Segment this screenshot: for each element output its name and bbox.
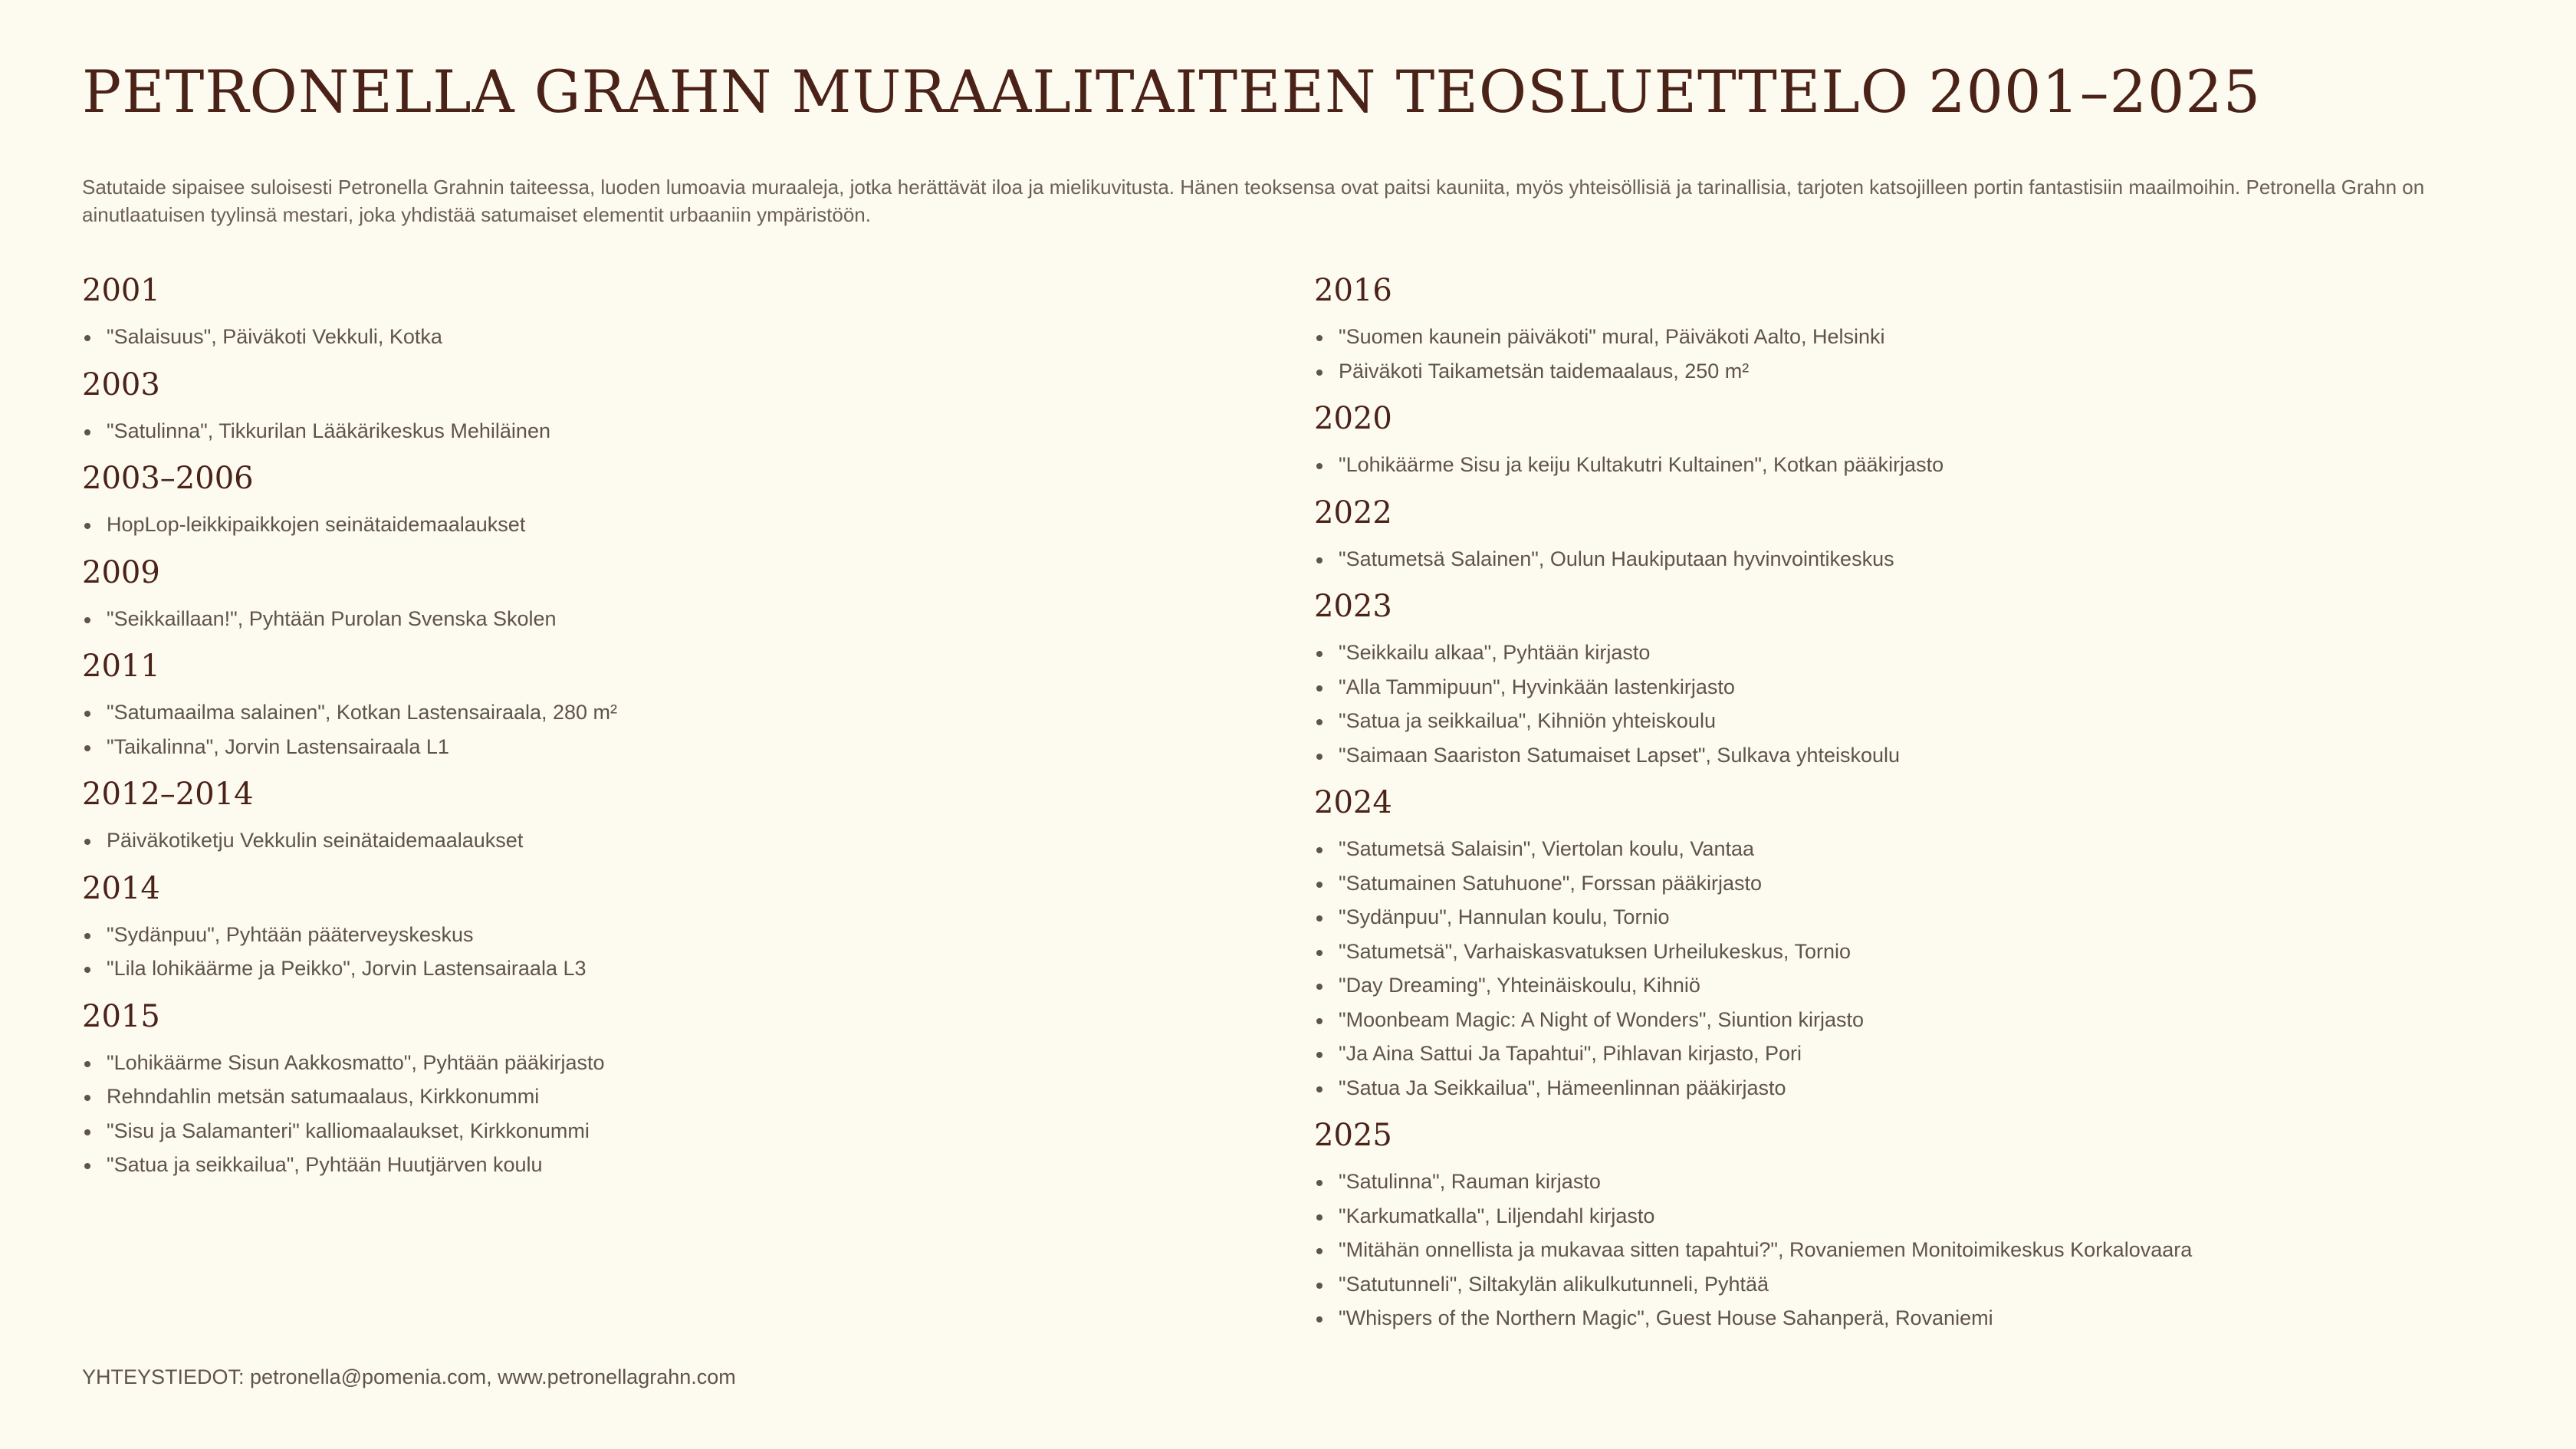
work-item: "Satua ja seikkailua", Pyhtään Huutjärven koulu [82,1148,1232,1182]
work-item: "Seikkaillaan!", Pyhtään Purolan Svenska Skolen [82,602,1232,636]
work-item: "Satumetsä", Varhaiskasvatuksen Urheilukeskus, Tornio [1314,935,2510,969]
work-item: "Seikkailu alkaa", Pyhtään kirjasto [1314,636,2510,670]
work-item: "Satulinna", Rauman kirjasto [1314,1165,2510,1199]
work-item: "Day Dreaming", Yhteinäiskoulu, Kihniö [1314,968,2510,1003]
year-heading: 2003 [82,366,160,402]
work-item: "Alla Tammipuun", Hyvinkään lastenkirjasto [1314,670,2510,705]
work-item: "Satumetsä Salainen", Oulun Haukiputaan hyvinvointikeskus [1314,542,2510,577]
work-item: "Moonbeam Magic: A Night of Wonders", Siuntion kirjasto [1314,1003,2510,1037]
year-heading: 2001 [82,273,160,308]
year-section [1314,264,2510,388]
works-list [1314,636,2510,772]
year-section [1314,487,2510,577]
year-section [82,640,1232,764]
work-item: Rehndahlin metsän satumaalaus, Kirkkonummi [82,1079,1232,1114]
year-section [82,452,1232,542]
year-section [1314,393,2510,482]
page-title: PETRONELLA GRAHN MURAALITAITEEN TEOSLUETTELO 2001–2025 [82,58,2262,126]
work-item: "Mitähän onnellista ja mukavaa sitten tapahtui?", Rovaniemen Monitoimikeskus Korkalovaara [1314,1233,2510,1267]
work-item: "Satua ja seikkailua", Kihniön yhteiskoulu [1314,704,2510,738]
year-heading: 2015 [82,998,160,1034]
year-heading: 2020 [1314,401,1392,436]
works-list [82,508,1232,542]
year-section [82,863,1232,986]
works-list [1314,1165,2510,1336]
work-item: "Lila lohikäärme ja Peikko", Jorvin Lastensairaala L3 [82,951,1232,986]
year-heading: 2025 [1314,1118,1392,1153]
year-heading: 2024 [1314,785,1392,820]
work-item: "Saimaan Saariston Satumaiset Lapset", Sulkava yhteiskoulu [1314,738,2510,773]
works-list [1314,448,2510,482]
works-list [82,918,1232,986]
year-heading: 2011 [82,649,160,684]
work-item: "Satumaailma salainen", Kotkan Lastensairaala, 280 m² [82,695,1232,730]
works-list [1314,320,2510,388]
year-section [82,359,1232,449]
year-heading: 2022 [1314,495,1392,531]
work-item: "Satua Ja Seikkailua", Hämeenlinnan pääkirjasto [1314,1071,2510,1106]
works-list [82,602,1232,636]
work-item: "Satulinna", Tikkurilan Lääkärikeskus Mehiläinen [82,414,1232,449]
year-heading: 2014 [82,870,160,906]
year-section [1314,580,2510,772]
works-list [82,414,1232,449]
work-item: "Sydänpuu", Pyhtään pääterveyskeskus [82,918,1232,952]
left-column [82,264,1232,1187]
work-item: "Salaisuus", Päiväkoti Vekkuli, Kotka [82,320,1232,354]
year-section [82,264,1232,354]
intro-paragraph: Satutaide sipaisee suloisesti Petronella Grahnin taiteessa, luoden lumoavia muraaleja, jotka herättävät iloa ja mielikuvitusta. Hänen teoksensa ovat paitsi kauniita, myös yhteisöllisiä ja tarinallisia, tarjoten katsojilleen portin fantastisiin maailmoihin. Petronella Grahn on ainutlaatuisen tyylinsä mestari, joka yhdistää satumaiset elementit urbaaniin ympäristöön. [82,176,2425,226]
work-item: Päiväkoti Taikametsän taidemaalaus, 250 m² [1314,354,2510,389]
work-item: "Sydänpuu", Hannulan koulu, Tornio [1314,900,2510,935]
year-heading: 2009 [82,554,160,590]
work-item: HopLop-leikkipaikkojen seinätaidemaalaukset [82,508,1232,542]
works-list [1314,542,2510,577]
year-section [82,768,1232,858]
year-section [1314,777,2510,1105]
year-heading: 2016 [1314,273,1392,308]
works-list [82,823,1232,858]
year-heading: 2023 [1314,589,1392,624]
works-list [1314,832,2510,1105]
year-heading: 2003–2006 [82,461,254,496]
work-item: "Whispers of the Northern Magic", Guest House Sahanperä, Rovaniemi [1314,1301,2510,1336]
work-item: "Ja Aina Sattui Ja Tapahtui", Pihlavan kirjasto, Pori [1314,1037,2510,1071]
contact-info: YHTEYSTIEDOT: petronella@pomenia.com, www.petronellagrahn.com [82,1365,736,1388]
work-item: "Taikalinna", Jorvin Lastensairaala L1 [82,730,1232,764]
year-heading: 2012–2014 [82,777,254,812]
work-item: "Sisu ja Salamanteri" kalliomaalaukset, Kirkkonummi [82,1114,1232,1148]
work-item: "Suomen kaunein päiväkoti" mural, Päiväkoti Aalto, Helsinki [1314,320,2510,354]
year-section [82,547,1232,636]
work-item: Päiväkotiketju Vekkulin seinätaidemaalaukset [82,823,1232,858]
work-item: "Karkumatkalla", Liljendahl kirjasto [1314,1199,2510,1234]
work-item: "Lohikäärme Sisun Aakkosmatto", Pyhtään pääkirjasto [82,1046,1232,1080]
work-item: "Satumetsä Salaisin", Viertolan koulu, Vantaa [1314,832,2510,866]
year-section [82,991,1232,1182]
work-item: "Lohikäärme Sisu ja keiju Kultakutri Kultainen", Kotkan pääkirjasto [1314,448,2510,482]
year-section [1314,1109,2510,1336]
right-column [1314,264,2510,1340]
work-item: "Satumainen Satuhuone", Forssan pääkirjasto [1314,866,2510,901]
works-list [82,320,1232,354]
work-item: "Satutunneli", Siltakylän alikulkutunneli, Pyhtää [1314,1267,2510,1302]
works-list [82,1046,1232,1182]
works-list [82,695,1232,764]
